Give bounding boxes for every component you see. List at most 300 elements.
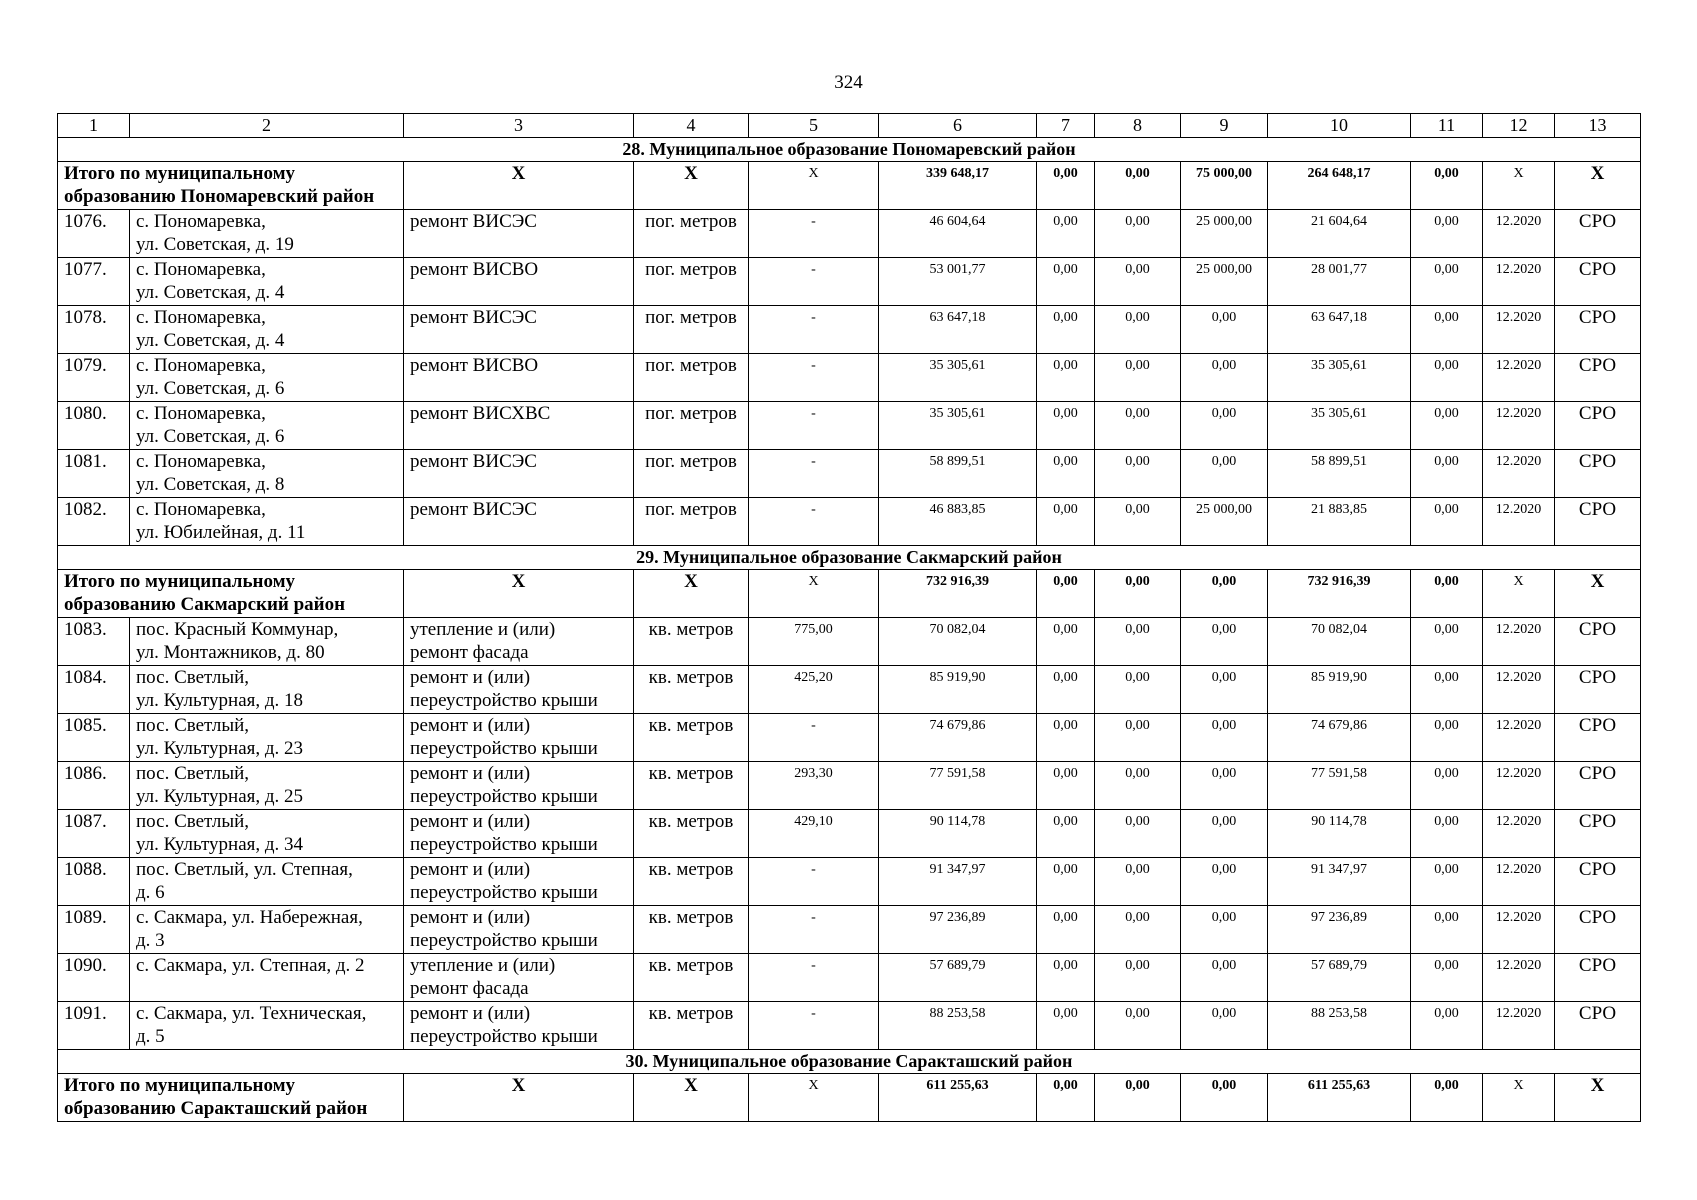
address-line2: д. 3 [136, 930, 165, 951]
work-type-line2: переустройство крыши [410, 882, 598, 903]
unit-cell: пог. метров [634, 402, 749, 450]
section-total-row [58, 1074, 1641, 1122]
address-cell [130, 714, 404, 762]
source-cell: СРО [1555, 906, 1641, 954]
amount-cell: 0,00 [1095, 906, 1181, 954]
address-cell [130, 402, 404, 450]
amount-cell: 12.2020 [1483, 450, 1555, 498]
amount-cell: 0,00 [1095, 954, 1181, 1002]
amount-cell: 0,00 [1411, 450, 1483, 498]
amount-cell: 0,00 [1037, 714, 1095, 762]
total-cell: 732 916,39 [1268, 570, 1411, 618]
total-label-line2: образованию Саракташский район [64, 1098, 368, 1119]
work-type-line2: переустройство крыши [410, 930, 598, 951]
amount-cell: 0,00 [1037, 954, 1095, 1002]
row-number: 1080. [58, 402, 130, 450]
unit-cell: кв. метров [634, 714, 749, 762]
column-number-cell: 6 [879, 114, 1037, 138]
row-number: 1088. [58, 858, 130, 906]
unit-cell: кв. метров [634, 618, 749, 666]
amount-cell: 0,00 [1095, 402, 1181, 450]
row-number: 1078. [58, 306, 130, 354]
amount-cell: 70 082,04 [879, 618, 1037, 666]
amount-cell: 97 236,89 [1268, 906, 1411, 954]
total-cell: 264 648,17 [1268, 162, 1411, 210]
column-number-row [58, 114, 1641, 138]
address-line1: с. Сакмара, ул. Набережная, [136, 907, 363, 928]
total-cell: 0,00 [1411, 162, 1483, 210]
amount-cell: 0,00 [1095, 618, 1181, 666]
unit-cell: кв. метров [634, 858, 749, 906]
amount-cell: 0,00 [1411, 402, 1483, 450]
volume-cell: - [749, 210, 879, 258]
address-line1: с. Пономаревка, [136, 211, 266, 232]
amount-cell: 0,00 [1095, 858, 1181, 906]
amount-cell: 90 114,78 [879, 810, 1037, 858]
section-total-row [58, 162, 1641, 210]
work-type-cell [404, 1002, 634, 1050]
table-row [58, 666, 1641, 714]
amount-cell: 0,00 [1411, 666, 1483, 714]
table-row [58, 498, 1641, 546]
table-row [58, 954, 1641, 1002]
volume-cell: - [749, 450, 879, 498]
total-cell: X [749, 1074, 879, 1122]
amount-cell: 57 689,79 [879, 954, 1037, 1002]
table-row [58, 306, 1641, 354]
total-cell: 75 000,00 [1181, 162, 1268, 210]
amount-cell: 74 679,86 [879, 714, 1037, 762]
section-title-row [58, 138, 1641, 162]
amount-cell: 12.2020 [1483, 810, 1555, 858]
amount-cell: 88 253,58 [1268, 1002, 1411, 1050]
work-type-cell [404, 402, 634, 450]
amount-cell: 12.2020 [1483, 906, 1555, 954]
total-cell: 0,00 [1411, 1074, 1483, 1122]
amount-cell: 63 647,18 [1268, 306, 1411, 354]
total-cell: X [404, 570, 634, 618]
amount-cell: 0,00 [1037, 498, 1095, 546]
volume-cell: 425,20 [749, 666, 879, 714]
unit-cell: кв. метров [634, 810, 749, 858]
address-line2: ул. Культурная, д. 23 [136, 738, 304, 759]
work-type-cell [404, 450, 634, 498]
work-type-cell [404, 258, 634, 306]
amount-cell: 0,00 [1181, 1002, 1268, 1050]
address-line2: д. 6 [136, 882, 165, 903]
source-cell: СРО [1555, 402, 1641, 450]
amount-cell: 35 305,61 [879, 354, 1037, 402]
amount-cell: 0,00 [1181, 618, 1268, 666]
amount-cell: 53 001,77 [879, 258, 1037, 306]
work-type-line1: ремонт и (или) [410, 811, 531, 832]
total-cell: 611 255,63 [879, 1074, 1037, 1122]
unit-cell: пог. метров [634, 258, 749, 306]
work-type-line1: ремонт и (или) [410, 667, 531, 688]
work-type-cell [404, 618, 634, 666]
amount-cell: 0,00 [1095, 666, 1181, 714]
amount-cell: 0,00 [1037, 258, 1095, 306]
address-line2: д. 5 [136, 1026, 165, 1047]
amount-cell: 12.2020 [1483, 954, 1555, 1002]
address-line2: ул. Культурная, д. 18 [136, 690, 304, 711]
work-type-line2: ремонт фасада [410, 978, 529, 999]
amount-cell: 0,00 [1037, 210, 1095, 258]
amount-cell: 58 899,51 [879, 450, 1037, 498]
source-cell: СРО [1555, 258, 1641, 306]
address-cell [130, 210, 404, 258]
total-cell: X [1555, 162, 1641, 210]
source-cell: СРО [1555, 210, 1641, 258]
work-type-cell [404, 306, 634, 354]
total-cell: 0,00 [1095, 570, 1181, 618]
work-type-line1: ремонт ВИСЭС [410, 499, 537, 520]
row-number: 1077. [58, 258, 130, 306]
amount-cell: 12.2020 [1483, 306, 1555, 354]
source-cell: СРО [1555, 618, 1641, 666]
amount-cell: 25 000,00 [1181, 210, 1268, 258]
amount-cell: 77 591,58 [879, 762, 1037, 810]
address-line1: с. Пономаревка, [136, 307, 266, 328]
capital-repair-table [57, 113, 1641, 1122]
row-number: 1079. [58, 354, 130, 402]
amount-cell: 46 883,85 [879, 498, 1037, 546]
row-number: 1086. [58, 762, 130, 810]
source-cell: СРО [1555, 666, 1641, 714]
address-line1: с. Сакмара, ул. Техническая, [136, 1003, 367, 1024]
amount-cell: 0,00 [1037, 906, 1095, 954]
total-cell: X [634, 162, 749, 210]
amount-cell: 0,00 [1037, 666, 1095, 714]
address-line1: с. Пономаревка, [136, 259, 266, 280]
address-line2: ул. Советская, д. 6 [136, 426, 285, 447]
amount-cell: 85 919,90 [1268, 666, 1411, 714]
work-type-line1: ремонт и (или) [410, 763, 531, 784]
unit-cell: пог. метров [634, 306, 749, 354]
amount-cell: 0,00 [1181, 810, 1268, 858]
work-type-line1: ремонт и (или) [410, 859, 531, 880]
total-label-line1: Итого по муниципальному [64, 163, 296, 184]
table-row [58, 402, 1641, 450]
amount-cell: 0,00 [1411, 906, 1483, 954]
amount-cell: 35 305,61 [879, 402, 1037, 450]
volume-cell: - [749, 306, 879, 354]
table-row [58, 210, 1641, 258]
work-type-line2: переустройство крыши [410, 738, 598, 759]
unit-cell: пог. метров [634, 354, 749, 402]
total-cell: 0,00 [1181, 1074, 1268, 1122]
amount-cell: 91 347,97 [1268, 858, 1411, 906]
source-cell: СРО [1555, 762, 1641, 810]
address-cell [130, 858, 404, 906]
table-row [58, 906, 1641, 954]
amount-cell: 0,00 [1095, 762, 1181, 810]
work-type-line1: ремонт ВИСЭС [410, 307, 537, 328]
work-type-cell [404, 810, 634, 858]
section-title-row [58, 1050, 1641, 1074]
table-row [58, 810, 1641, 858]
amount-cell: 0,00 [1095, 714, 1181, 762]
row-number: 1082. [58, 498, 130, 546]
work-type-line2: переустройство крыши [410, 786, 598, 807]
amount-cell: 0,00 [1411, 858, 1483, 906]
amount-cell: 85 919,90 [879, 666, 1037, 714]
amount-cell: 0,00 [1037, 306, 1095, 354]
address-line1: пос. Красный Коммунар, [136, 619, 339, 640]
address-cell [130, 762, 404, 810]
unit-cell: кв. метров [634, 954, 749, 1002]
amount-cell: 0,00 [1411, 954, 1483, 1002]
row-number: 1081. [58, 450, 130, 498]
volume-cell: - [749, 858, 879, 906]
source-cell: СРО [1555, 810, 1641, 858]
amount-cell: 0,00 [1411, 762, 1483, 810]
amount-cell: 35 305,61 [1268, 402, 1411, 450]
address-cell [130, 618, 404, 666]
amount-cell: 0,00 [1411, 354, 1483, 402]
amount-cell: 0,00 [1411, 258, 1483, 306]
amount-cell: 0,00 [1411, 498, 1483, 546]
amount-cell: 0,00 [1181, 714, 1268, 762]
total-cell: X [749, 162, 879, 210]
total-cell: 0,00 [1095, 1074, 1181, 1122]
section-title: 30. Муниципальное образование Саракташский район [58, 1050, 1641, 1074]
total-label-line1: Итого по муниципальному [64, 1075, 296, 1096]
amount-cell: 0,00 [1181, 306, 1268, 354]
volume-cell: 775,00 [749, 618, 879, 666]
work-type-line1: ремонт и (или) [410, 907, 531, 928]
amount-cell: 0,00 [1181, 762, 1268, 810]
amount-cell: 77 591,58 [1268, 762, 1411, 810]
total-label-line2: образованию Пономаревский район [64, 186, 375, 207]
address-cell [130, 354, 404, 402]
address-line2: ул. Культурная, д. 34 [136, 834, 304, 855]
source-cell: СРО [1555, 450, 1641, 498]
address-line1: с. Пономаревка, [136, 451, 266, 472]
address-line1: пос. Светлый, [136, 715, 250, 736]
column-number-cell: 2 [130, 114, 404, 138]
table-row [58, 618, 1641, 666]
total-cell: X [404, 1074, 634, 1122]
total-cell: X [404, 162, 634, 210]
total-cell: 0,00 [1037, 1074, 1095, 1122]
work-type-cell [404, 354, 634, 402]
column-number-cell: 4 [634, 114, 749, 138]
work-type-cell [404, 210, 634, 258]
amount-cell: 97 236,89 [879, 906, 1037, 954]
column-number-cell: 13 [1555, 114, 1641, 138]
address-cell [130, 450, 404, 498]
source-cell: СРО [1555, 954, 1641, 1002]
total-cell: X [1483, 1074, 1555, 1122]
volume-cell: - [749, 498, 879, 546]
row-number: 1085. [58, 714, 130, 762]
total-cell: X [1555, 1074, 1641, 1122]
work-type-line2: переустройство крыши [410, 690, 598, 711]
address-line1: с. Пономаревка, [136, 403, 266, 424]
amount-cell: 0,00 [1181, 858, 1268, 906]
source-cell: СРО [1555, 306, 1641, 354]
amount-cell: 0,00 [1037, 858, 1095, 906]
amount-cell: 88 253,58 [879, 1002, 1037, 1050]
unit-cell: кв. метров [634, 666, 749, 714]
amount-cell: 0,00 [1095, 450, 1181, 498]
amount-cell: 28 001,77 [1268, 258, 1411, 306]
column-number-cell: 8 [1095, 114, 1181, 138]
address-line1: пос. Светлый, ул. Степная, [136, 859, 353, 880]
amount-cell: 0,00 [1095, 306, 1181, 354]
amount-cell: 0,00 [1095, 1002, 1181, 1050]
section-total-row [58, 570, 1641, 618]
work-type-line1: утепление и (или) [410, 619, 556, 640]
amount-cell: 0,00 [1037, 618, 1095, 666]
total-cell: X [634, 1074, 749, 1122]
volume-cell: 429,10 [749, 810, 879, 858]
amount-cell: 0,00 [1037, 810, 1095, 858]
address-line2: ул. Советская, д. 6 [136, 378, 285, 399]
address-line2: ул. Культурная, д. 25 [136, 786, 304, 807]
total-label-line2: образованию Сакмарский район [64, 594, 346, 615]
row-number: 1087. [58, 810, 130, 858]
amount-cell: 57 689,79 [1268, 954, 1411, 1002]
amount-cell: 0,00 [1037, 762, 1095, 810]
amount-cell: 0,00 [1181, 906, 1268, 954]
amount-cell: 0,00 [1181, 450, 1268, 498]
work-type-cell [404, 714, 634, 762]
amount-cell: 0,00 [1037, 354, 1095, 402]
amount-cell: 0,00 [1181, 354, 1268, 402]
work-type-cell [404, 858, 634, 906]
amount-cell: 0,00 [1095, 498, 1181, 546]
total-label [58, 162, 404, 210]
total-label [58, 570, 404, 618]
work-type-line2: переустройство крыши [410, 834, 598, 855]
row-number: 1083. [58, 618, 130, 666]
address-cell [130, 1002, 404, 1050]
work-type-line2: переустройство крыши [410, 1026, 598, 1047]
unit-cell: пог. метров [634, 498, 749, 546]
amount-cell: 0,00 [1037, 450, 1095, 498]
work-type-cell [404, 666, 634, 714]
address-line1: с. Пономаревка, [136, 499, 266, 520]
amount-cell: 0,00 [1095, 210, 1181, 258]
column-number-cell: 10 [1268, 114, 1411, 138]
work-type-line1: ремонт и (или) [410, 715, 531, 736]
volume-cell: - [749, 954, 879, 1002]
amount-cell: 0,00 [1181, 402, 1268, 450]
total-cell: X [1555, 570, 1641, 618]
address-cell [130, 258, 404, 306]
total-cell: X [749, 570, 879, 618]
amount-cell: 0,00 [1095, 354, 1181, 402]
column-number-cell: 1 [58, 114, 130, 138]
table-row [58, 762, 1641, 810]
unit-cell: пог. метров [634, 450, 749, 498]
volume-cell: - [749, 714, 879, 762]
address-cell [130, 306, 404, 354]
work-type-line1: ремонт ВИСЭС [410, 451, 537, 472]
unit-cell: пог. метров [634, 210, 749, 258]
amount-cell: 90 114,78 [1268, 810, 1411, 858]
amount-cell: 12.2020 [1483, 1002, 1555, 1050]
address-cell [130, 666, 404, 714]
table-row [58, 1002, 1641, 1050]
address-line1: пос. Светлый, [136, 811, 250, 832]
volume-cell: - [749, 1002, 879, 1050]
column-number-cell: 11 [1411, 114, 1483, 138]
amount-cell: 74 679,86 [1268, 714, 1411, 762]
source-cell: СРО [1555, 714, 1641, 762]
amount-cell: 21 883,85 [1268, 498, 1411, 546]
amount-cell: 25 000,00 [1181, 498, 1268, 546]
address-line2: ул. Советская, д. 19 [136, 234, 294, 255]
amount-cell: 21 604,64 [1268, 210, 1411, 258]
row-number: 1090. [58, 954, 130, 1002]
address-line2: ул. Советская, д. 8 [136, 474, 285, 495]
address-line1: с. Пономаревка, [136, 355, 266, 376]
row-number: 1076. [58, 210, 130, 258]
total-cell: 0,00 [1037, 162, 1095, 210]
address-line2: ул. Советская, д. 4 [136, 282, 285, 303]
total-cell: 732 916,39 [879, 570, 1037, 618]
amount-cell: 0,00 [1411, 306, 1483, 354]
amount-cell: 12.2020 [1483, 210, 1555, 258]
amount-cell: 0,00 [1411, 210, 1483, 258]
total-cell: 0,00 [1037, 570, 1095, 618]
column-number-cell: 12 [1483, 114, 1555, 138]
total-cell: 0,00 [1095, 162, 1181, 210]
work-type-cell [404, 954, 634, 1002]
amount-cell: 12.2020 [1483, 498, 1555, 546]
amount-cell: 12.2020 [1483, 762, 1555, 810]
unit-cell: кв. метров [634, 762, 749, 810]
address-line1: пос. Светлый, [136, 763, 250, 784]
amount-cell: 25 000,00 [1181, 258, 1268, 306]
amount-cell: 63 647,18 [879, 306, 1037, 354]
row-number: 1089. [58, 906, 130, 954]
source-cell: СРО [1555, 354, 1641, 402]
column-number-cell: 3 [404, 114, 634, 138]
amount-cell: 0,00 [1181, 666, 1268, 714]
amount-cell: 12.2020 [1483, 666, 1555, 714]
page-number: 324 [834, 72, 863, 93]
amount-cell: 0,00 [1411, 714, 1483, 762]
address-line2: ул. Монтажников, д. 80 [136, 642, 325, 663]
work-type-cell [404, 762, 634, 810]
amount-cell: 0,00 [1411, 618, 1483, 666]
total-cell: X [634, 570, 749, 618]
column-number-cell: 9 [1181, 114, 1268, 138]
amount-cell: 0,00 [1411, 1002, 1483, 1050]
amount-cell: 35 305,61 [1268, 354, 1411, 402]
address-cell [130, 906, 404, 954]
amount-cell: 70 082,04 [1268, 618, 1411, 666]
amount-cell: 12.2020 [1483, 258, 1555, 306]
amount-cell: 0,00 [1181, 954, 1268, 1002]
address-line1: с. Сакмара, ул. Степная, д. 2 [136, 955, 365, 976]
amount-cell: 12.2020 [1483, 858, 1555, 906]
source-cell: СРО [1555, 858, 1641, 906]
volume-cell: - [749, 402, 879, 450]
column-number-cell: 5 [749, 114, 879, 138]
address-line2: ул. Юбилейная, д. 11 [136, 522, 306, 543]
work-type-line2: ремонт фасада [410, 642, 529, 663]
amount-cell: 12.2020 [1483, 618, 1555, 666]
work-type-line1: ремонт ВИСЭС [410, 211, 537, 232]
volume-cell: - [749, 258, 879, 306]
row-number: 1084. [58, 666, 130, 714]
table-row [58, 354, 1641, 402]
